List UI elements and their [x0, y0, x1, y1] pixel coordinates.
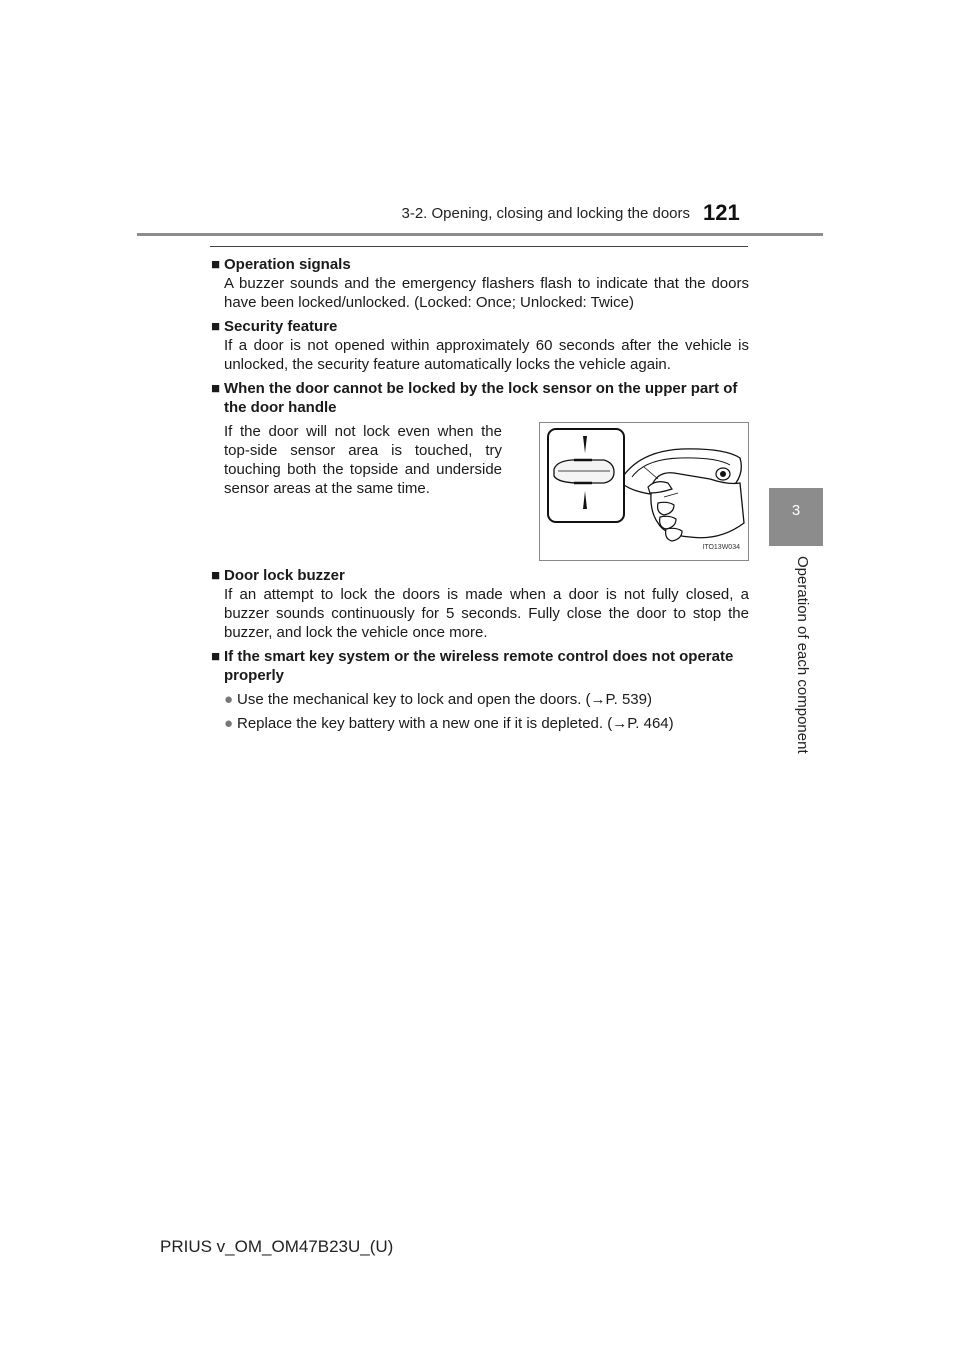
item-heading-row [211, 379, 749, 417]
item-body: A buzzer sounds and the emergency flashers flash to indicate that the doors have been locked/unlocked. (Locked: Once; Unlocked: Twice) [224, 275, 749, 311]
item-lock-sensor [211, 379, 749, 561]
item-heading-row [211, 566, 749, 585]
content-area [211, 255, 749, 738]
item-heading-row [211, 647, 749, 685]
figure-code: ITO13W034 [702, 544, 740, 551]
door-handle-illustration [539, 422, 749, 561]
item-heading: If the smart key system or the wireless remote control does not operate properly [224, 648, 734, 684]
section-title: 3-2. Opening, closing and locking the doors [401, 205, 690, 222]
item-heading: When the door cannot be locked by the lock sensor on the upper part of the door handle [224, 380, 738, 416]
item-smart-key-issue [211, 647, 749, 733]
section-mark-icon: ■ [211, 567, 221, 584]
page-number: 121 [703, 200, 740, 225]
item-body: If a door is not opened within approximately 60 seconds after the vehicle is unlocked, the security feature automatically locks the vehicle again. [224, 337, 749, 373]
item-heading-row [211, 255, 749, 274]
item-body: If an attempt to lock the doors is made when a door is not fully closed, a buzzer sounds continuously for 5 seconds. Fully close the door to stop the buzzer, and lock the vehicle once more. [224, 586, 749, 641]
document-code: PRIUS v_OM_OM47B23U_(U) [160, 1237, 394, 1256]
section-mark-icon: ■ [211, 318, 221, 335]
section-mark-icon: ■ [211, 648, 221, 665]
bullet-item [211, 714, 749, 733]
item-door-lock-buzzer [211, 566, 749, 642]
figure-row [211, 422, 749, 561]
chapter-number: 3 [791, 502, 801, 519]
item-heading-row [211, 317, 749, 336]
item-security-feature [211, 317, 749, 374]
item-heading: Security feature [224, 318, 338, 335]
bullet-text: Replace the key battery with a new one if it is depleted. (→P. 464) [237, 715, 674, 732]
item-heading: Operation signals [224, 256, 351, 273]
section-mark-icon: ■ [211, 256, 221, 273]
bullet-dot-icon: ● [224, 691, 234, 708]
item-heading: Door lock buzzer [224, 567, 345, 584]
header-rule [137, 233, 823, 236]
section-mark-icon: ■ [211, 380, 221, 397]
content-rule [210, 246, 748, 247]
item-body: If the door will not lock even when the top-side sensor area is touched, try touching both the topside and underside sensor areas at the same time. [224, 423, 502, 497]
bullet-item [211, 690, 749, 709]
chapter-title: Operation of each component [794, 556, 811, 754]
bullet-text: Use the mechanical key to lock and open the doors. (→P. 539) [237, 691, 652, 708]
item-operation-signals [211, 255, 749, 312]
bullet-dot-icon: ● [224, 715, 234, 732]
